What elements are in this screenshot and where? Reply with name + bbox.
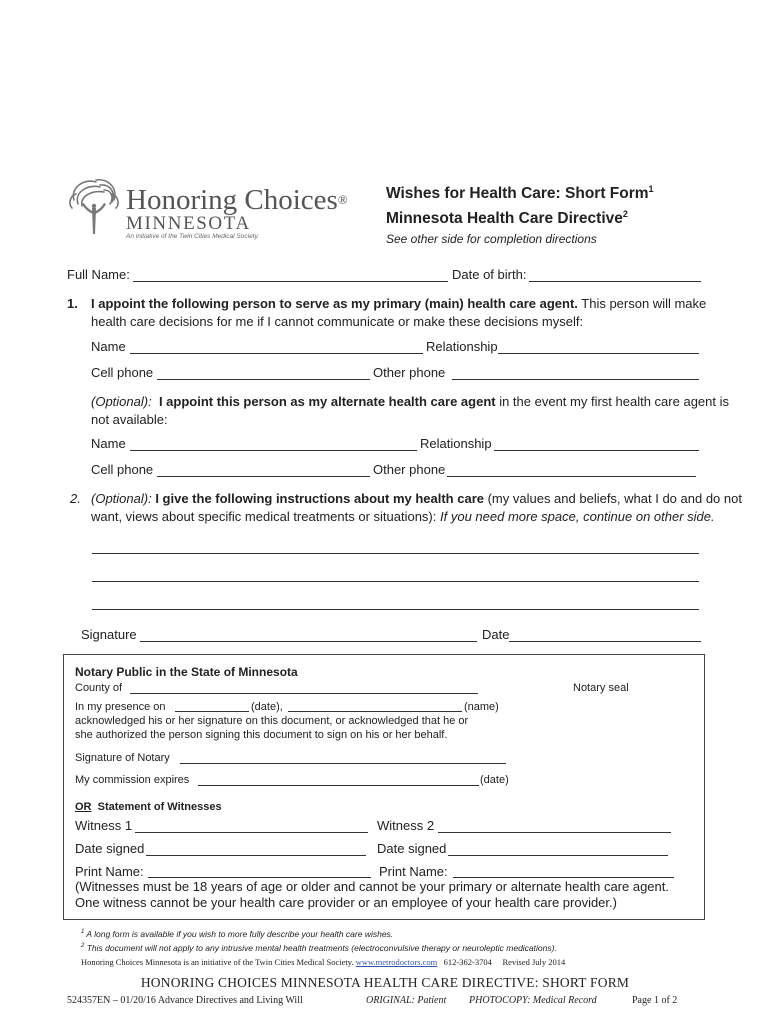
tree-of-people-icon bbox=[66, 174, 122, 242]
instruction-field-1[interactable] bbox=[94, 537, 697, 553]
presence-date-suffix: (date), bbox=[251, 701, 283, 713]
completion-directions-note: See other side for completion directions bbox=[386, 232, 597, 246]
footer-heading: HONORING CHOICES MINNESOTA HEALTH CARE DIRECTIVE: SHORT FORM bbox=[140, 975, 630, 990]
witness1-print-underline bbox=[148, 877, 371, 878]
signature-date-label: Date bbox=[482, 627, 510, 642]
witness1-date-underline bbox=[146, 855, 366, 856]
primary-cell-field[interactable] bbox=[159, 363, 367, 379]
alternate-statement-cont: not available: bbox=[91, 412, 168, 427]
revised-date: Revised July 2014 bbox=[502, 957, 566, 967]
logo-brand: Honoring Choices bbox=[126, 184, 338, 216]
witness1-label: Witness 1 bbox=[75, 818, 133, 833]
alternate-cell-underline bbox=[157, 476, 370, 477]
primary-name-label: Name bbox=[91, 339, 126, 354]
page-number: Page 1 of 2 bbox=[632, 995, 678, 1006]
witness1-underline bbox=[135, 832, 368, 833]
form-title: Wishes for Health Care: Short Form$^1$ bbox=[386, 183, 654, 202]
footnote-1: $^1$ A long form is available if you wish to more fully describe your health care wishes. bbox=[81, 929, 394, 939]
instruction-field-3[interactable] bbox=[94, 593, 697, 609]
alternate-cell-label: Cell phone bbox=[91, 462, 154, 477]
instruction-line bbox=[92, 609, 699, 610]
county-underline bbox=[130, 693, 478, 694]
dob-label: Date of birth: bbox=[452, 267, 527, 282]
logo-registered: ® bbox=[337, 192, 348, 207]
form-subtitle-title: Minnesota Health Care Directive$^2$ bbox=[386, 208, 628, 227]
initiative-line: Honoring Choices Minnesota is an initiative of the Twin Cities Medical Society. www.metrodoctors.com 612-362-3704 Revised July 2014 bbox=[81, 957, 566, 967]
alternate-relationship-label: Relationship bbox=[420, 436, 492, 451]
witness2-print-field[interactable] bbox=[455, 861, 672, 877]
website-link[interactable]: www.metrodoctors.com bbox=[355, 957, 438, 967]
alternate-statement: (Optional): I appoint this person as my alternate health care agent in the event my first health care agent is bbox=[91, 394, 729, 409]
presence-name-suffix: (name) bbox=[464, 701, 499, 713]
alternate-other-phone-underline bbox=[447, 476, 696, 477]
photocopy-label: PHOTOCOPY: Medical Record bbox=[469, 995, 597, 1006]
footnote-2: $^2$ This document will not apply to any intrusive mental health treatments (electroconvulsive therapy or neuroleptic medications). bbox=[81, 943, 557, 953]
alternate-name-underline bbox=[130, 450, 417, 451]
presence-name-underline bbox=[288, 711, 462, 712]
presence-name-field[interactable] bbox=[289, 698, 461, 711]
witness1-field[interactable] bbox=[137, 816, 366, 832]
primary-name-underline bbox=[130, 353, 423, 354]
commission-label: My commission expires bbox=[75, 774, 190, 786]
notary-signature-label: Signature of Notary bbox=[75, 752, 170, 764]
signature-date-field[interactable] bbox=[511, 625, 699, 641]
section2-statement: (Optional): I give the following instructions about my health care (my values and beliefs, what I do and do not bbox=[91, 491, 742, 506]
section1-statement-cont: health care decisions for me if I cannot communicate or make these decisions myself: bbox=[91, 314, 584, 329]
notary-title: Notary Public in the State of Minnesota bbox=[75, 665, 298, 679]
signature-date-underline bbox=[509, 641, 701, 642]
witnesses-heading: OR Statement of Witnesses bbox=[75, 801, 222, 813]
commission-date-suffix: (date) bbox=[480, 774, 509, 786]
alternate-relationship-field[interactable] bbox=[496, 434, 696, 450]
notary-signature-field[interactable] bbox=[182, 749, 504, 763]
section2-statement-cont: want, views about specific medical treatments or situations): If you need more space, continue on other side. bbox=[91, 509, 715, 524]
witness2-label: Witness 2 bbox=[377, 818, 435, 833]
original-copy-label: ORIGINAL: Patient bbox=[366, 995, 447, 1006]
primary-other-phone-underline bbox=[452, 379, 699, 380]
dob-field[interactable] bbox=[531, 265, 699, 281]
signature-field[interactable] bbox=[142, 625, 474, 641]
county-label: County of bbox=[75, 682, 123, 694]
witness1-print-field[interactable] bbox=[150, 861, 369, 877]
presence-date-underline bbox=[175, 711, 249, 712]
logo-tagline: An initiative of the Twin Cities Medical Society. bbox=[126, 233, 260, 240]
signature-label: Signature bbox=[81, 627, 137, 642]
commission-field[interactable] bbox=[200, 771, 477, 785]
county-field[interactable] bbox=[132, 679, 476, 693]
witness1-print-label: Print Name: bbox=[75, 864, 144, 879]
witness1-date-label: Date signed bbox=[75, 841, 145, 856]
logo-state: MINNESOTA bbox=[126, 213, 251, 234]
witness-requirements-note-cont: One witness cannot be your health care provider or an employee of your health care provider.) bbox=[75, 895, 617, 910]
phone-number: 612-362-3704 bbox=[443, 957, 492, 967]
primary-relationship-label: Relationship bbox=[426, 339, 498, 354]
section1-statement: I appoint the following person to serve as my primary (main) health care agent. This person will make bbox=[91, 296, 707, 311]
alternate-other-phone-field[interactable] bbox=[449, 460, 693, 476]
primary-name-field[interactable] bbox=[132, 337, 420, 353]
witness2-date-field[interactable] bbox=[450, 839, 666, 855]
notary-seal-label: Notary seal bbox=[573, 682, 629, 694]
logo bbox=[66, 174, 356, 246]
presence-label: In my presence on bbox=[75, 701, 166, 713]
alternate-name-label: Name bbox=[91, 436, 126, 451]
primary-relationship-field[interactable] bbox=[500, 337, 696, 353]
witness2-date-label: Date signed bbox=[377, 841, 447, 856]
dob-underline bbox=[529, 281, 701, 282]
alternate-relationship-underline bbox=[494, 450, 699, 451]
notary-signature-underline bbox=[180, 763, 506, 764]
form-code: 524357EN – 01/20/16 Advance Directives and Living Will bbox=[67, 995, 303, 1006]
primary-relationship-underline bbox=[498, 353, 699, 354]
commission-underline bbox=[198, 785, 479, 786]
alternate-other-phone-label: Other phone bbox=[373, 462, 446, 477]
witness2-date-underline bbox=[448, 855, 668, 856]
alternate-name-field[interactable] bbox=[132, 434, 414, 450]
witness2-underline bbox=[438, 832, 671, 833]
witness2-print-underline bbox=[453, 877, 674, 878]
instruction-line bbox=[92, 553, 699, 554]
signature-underline bbox=[140, 641, 477, 642]
full-name-underline bbox=[133, 281, 448, 282]
presence-date-field[interactable] bbox=[176, 698, 248, 711]
instruction-line bbox=[92, 581, 699, 582]
section2-number: 2. bbox=[70, 491, 81, 506]
acknowledgement-text: acknowledged his or her signature on this document, or acknowledged that he or bbox=[75, 715, 469, 727]
full-name-label: Full Name: bbox=[67, 267, 130, 282]
primary-cell-underline bbox=[157, 379, 370, 380]
section1-number: 1. bbox=[67, 296, 78, 311]
witness2-field[interactable] bbox=[440, 816, 669, 832]
primary-other-phone-label: Other phone bbox=[373, 365, 446, 380]
instruction-field-2[interactable] bbox=[94, 565, 697, 581]
witness2-print-label: Print Name: bbox=[379, 864, 448, 879]
alternate-cell-field[interactable] bbox=[159, 460, 367, 476]
full-name-field[interactable] bbox=[135, 265, 445, 281]
acknowledgement-text-cont: she authorized the person signing this document to sign on his or her behalf. bbox=[75, 729, 448, 741]
witness1-date-field[interactable] bbox=[148, 839, 364, 855]
primary-cell-label: Cell phone bbox=[91, 365, 154, 380]
witness-requirements-note: (Witnesses must be 18 years of age or older and cannot be your primary or alternate health care agent. bbox=[75, 879, 669, 894]
primary-other-phone-field[interactable] bbox=[454, 363, 696, 379]
